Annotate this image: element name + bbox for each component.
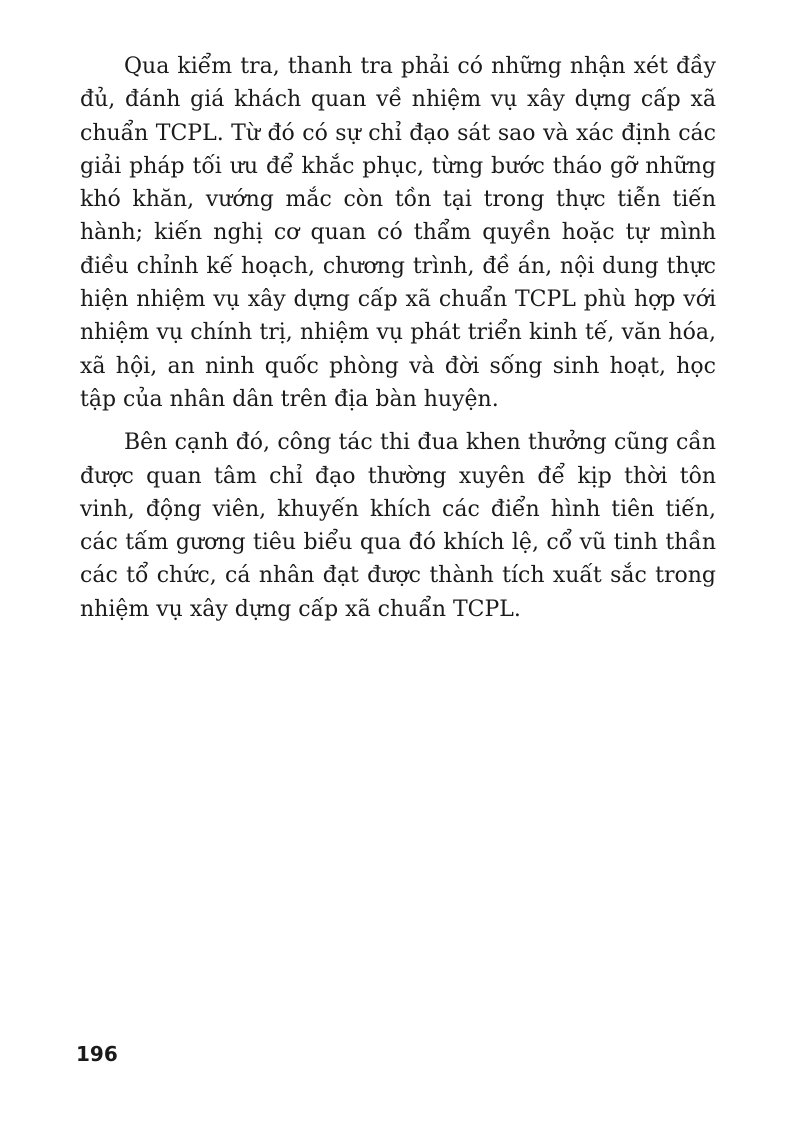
- page-number: 196: [76, 1042, 118, 1066]
- paragraph-2: Bên cạnh đó, công tác thi đua khen thưởng cũng cần được quan tâm chỉ đạo thường xuyên để kịp thời tôn vinh, động viên, khuyến khích các điển hình tiên tiến, các tấm gương tiêu biểu qua đó khích lệ, cổ vũ tinh thần các tổ chức, cá nhân đạt được thành tích xuất sắc trong nhiệm vụ xây dựng cấp xã chuẩn TCPL.: [80, 430, 716, 622]
- paragraph-1: Qua kiểm tra, thanh tra phải có những nhận xét đầy đủ, đánh giá khách quan về nhiệm vụ xây dựng cấp xã chuẩn TCPL. Từ đó có sự chỉ đạo sát sao và xác định các giải pháp tối ưu để khắc phục, từng bước tháo gỡ những khó khăn, vướng mắc còn tồn tại trong thực tiễn tiến hành; kiến nghị cơ quan có thẩm quyền hoặc tự mình điều chỉnh kế hoạch, chương trình, đề án, nội dung thực hiện nhiệm vụ xây dựng cấp xã chuẩn TCPL phù hợp với nhiệm vụ chính trị, nhiệm vụ phát triển kinh tế, văn hóa, xã hội, an ninh quốc phòng và đời sống sinh hoạt, học tập của nhân dân trên địa bàn huyện.: [80, 54, 716, 412]
- body-text: [80, 50, 716, 636]
